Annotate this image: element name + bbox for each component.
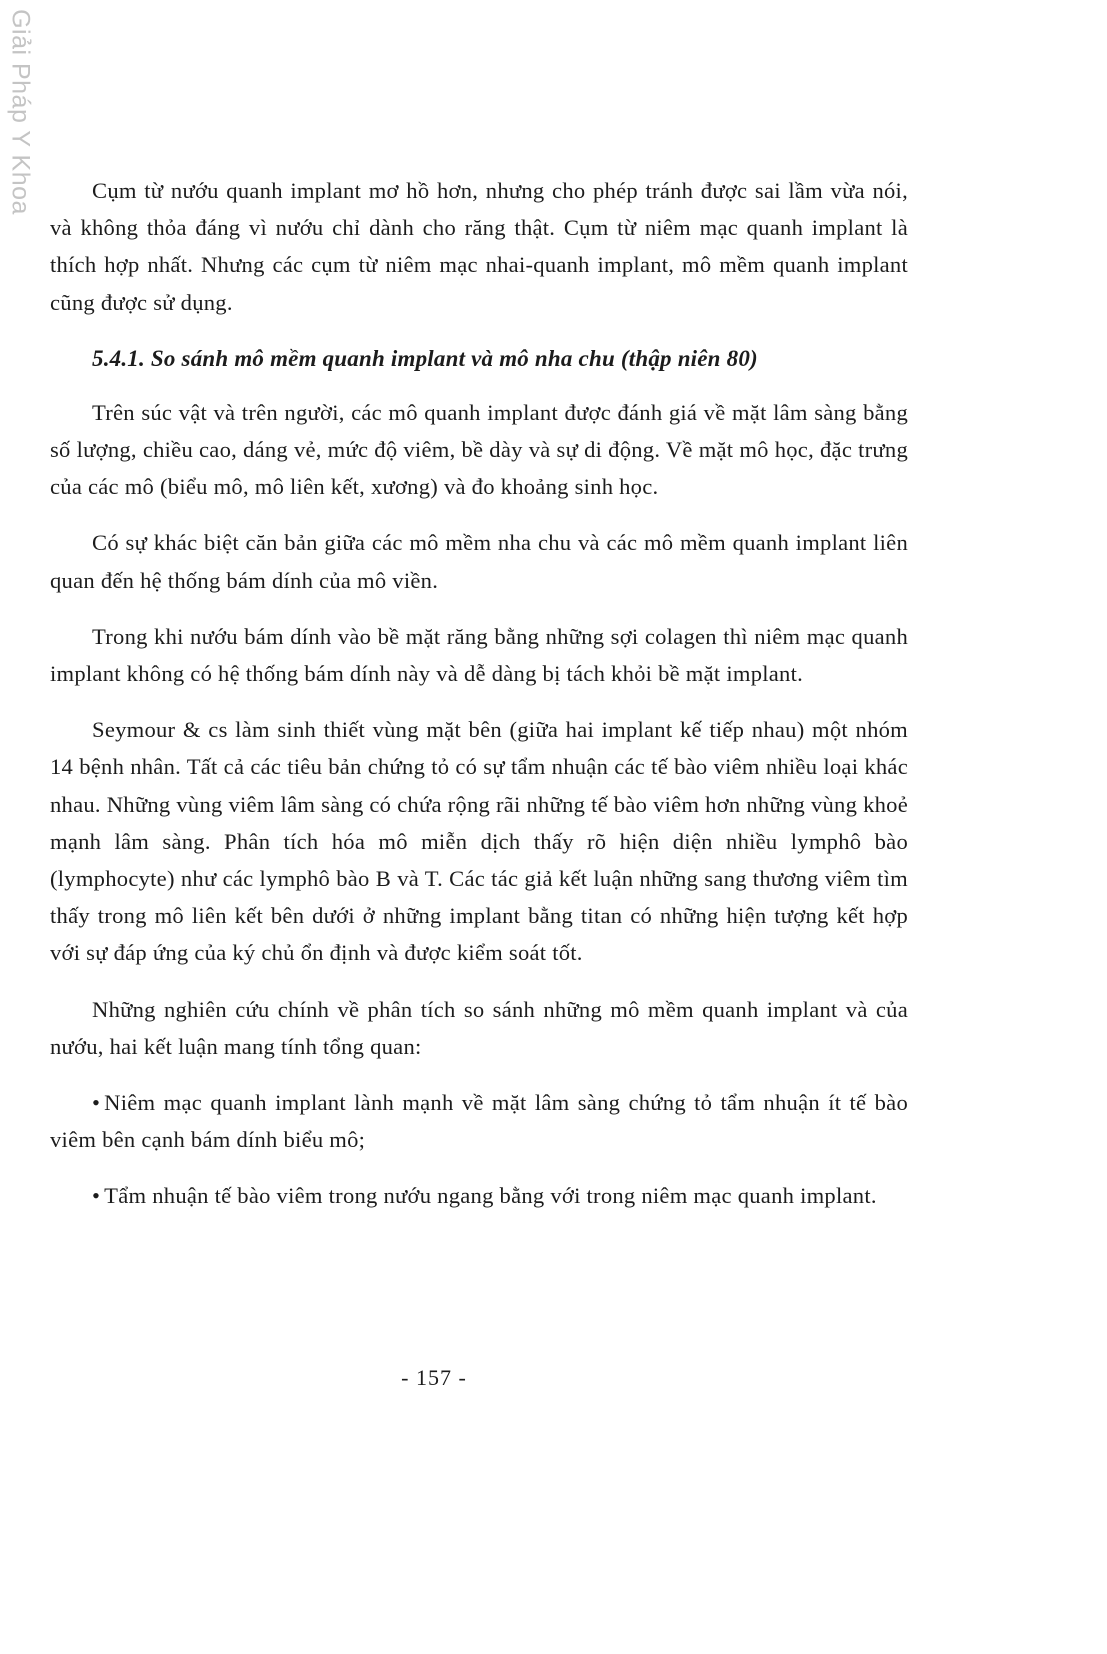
bullet-item-1 <box>50 1084 908 1158</box>
bullet-text: Tẩm nhuận tế bào viêm trong nướu ngang bằng với trong niêm mạc quanh implant. <box>104 1183 877 1209</box>
body-paragraph-3: Trong khi nướu bám dính vào bề mặt răng bằng những sợi colagen thì niêm mạc quanh implant không có hệ thống bám dính này và dễ dàng bị tách khỏi bề mặt implant. <box>50 623 908 687</box>
page-content <box>50 172 908 1234</box>
watermark <box>0 0 40 240</box>
body-paragraph-2: Có sự khác biệt căn bản giữa các mô mềm nha chu và các mô mềm quanh implant liên quan đến hệ thống bám dính của mô viền. <box>50 530 908 593</box>
bullet-icon: • <box>92 1183 101 1209</box>
bullet-icon: • <box>92 1090 101 1116</box>
section-heading: 5.4.1. So sánh mô mềm quanh implant và mô nha chu (thập niên 80) <box>92 345 758 371</box>
bullet-item-2 <box>50 1177 908 1214</box>
bullet-text: Niêm mạc quanh implant lành mạnh về mặt lâm sàng chứng tỏ tẩm nhuận ít tế bào viêm bên cạnh bám dính biểu mô; <box>50 1090 908 1153</box>
body-paragraph-4: Seymour & cs làm sinh thiết vùng mặt bên (giữa hai implant kế tiếp nhau) một nhóm 14 bệnh nhân. Tất cả các tiêu bản chứng tỏ có sự tẩm nhuận các tế bào viêm nhiều loại khác nhau. Những vùng viêm lâm sàng có chứa rộng rãi những tế bào viêm hơn những vùng khoẻ mạnh lâm sàng. Phân tích hóa mô miễn dịch thấy rõ hiện diện nhiều lymphô bào (lymphocyte) như các lymphô bào B và T. Các tác giả kết luận những sang thương viêm tìm thấy trong mô liên kết bên dưới ở những implant bằng titan có những hiện tượng kết hợp với sự đáp ứng của ký chủ ổn định và được kiểm soát tốt. <box>50 717 908 966</box>
page-number: - 157 - <box>401 1365 467 1390</box>
intro-paragraph: Cụm từ nướu quanh implant mơ hồ hơn, nhưng cho phép tránh được sai lầm vừa nói, và không thỏa đáng vì nướu chỉ dành cho răng thật. Cụm từ niêm mạc quanh implant là thích hợp nhất. Nhưng các cụm từ niêm mạc nhai-quanh implant, mô mềm quanh implant cũng được sử dụng. <box>50 178 908 315</box>
watermark-text: Giải Pháp Y Khoa <box>6 9 35 215</box>
body-paragraph-5: Những nghiên cứu chính về phân tích so sánh những mô mềm quanh implant và của nướu, hai kết luận mang tính tổng quan: <box>50 996 908 1059</box>
body-paragraph-1: Trên súc vật và trên người, các mô quanh implant được đánh giá về mặt lâm sàng bằng số lượng, chiều cao, dáng vẻ, mức độ viêm, bề dày và sự di động. Về mặt mô học, đặc trưng của các mô (biểu mô, mô liên kết, xương) và đo khoảng sinh học. <box>50 399 908 500</box>
